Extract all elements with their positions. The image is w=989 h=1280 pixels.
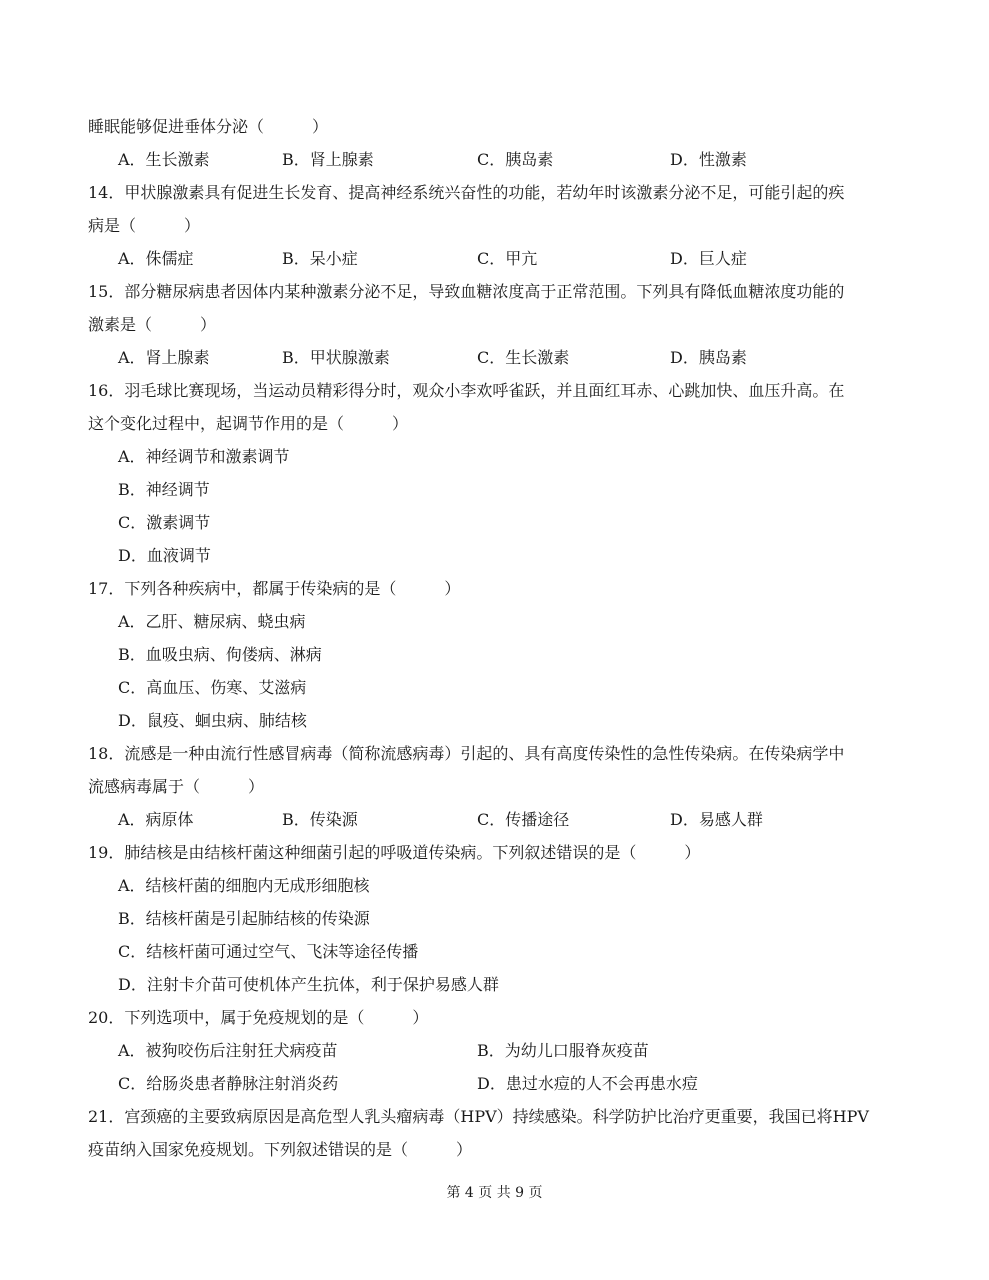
q15-option-a: A．肾上腺素 bbox=[118, 348, 210, 367]
question-20-stem: 20．下列选项中，属于免疫规划的是（ ） bbox=[88, 1008, 429, 1027]
q16-option-d: D．血液调节 bbox=[118, 546, 211, 565]
q14-option-d: D．巨人症 bbox=[670, 249, 747, 268]
q15-option-b: B．甲状腺激素 bbox=[282, 348, 390, 367]
q18-option-a: A．病原体 bbox=[118, 810, 194, 829]
q19-option-b: B．结核杆菌是引起肺结核的传染源 bbox=[118, 909, 370, 928]
q16-option-a: A．神经调节和激素调节 bbox=[118, 447, 290, 466]
question-21-stem-cont: 疫苗纳入国家免疫规划。下列叙述错误的是（ ） bbox=[88, 1140, 473, 1159]
question-16-stem-cont: 这个变化过程中，起调节作用的是（ ） bbox=[88, 414, 409, 433]
q17-option-b: B．血吸虫病、佝偻病、淋病 bbox=[118, 645, 322, 664]
q16-option-b: B．神经调节 bbox=[118, 480, 210, 499]
question-14-stem: 14．甲状腺激素具有促进生长发育、提高神经系统兴奋性的功能，若幼年时该激素分泌不足，可能引起的疾 bbox=[88, 183, 845, 202]
q13-option-c: C．胰岛素 bbox=[477, 150, 554, 169]
q14-option-c: C．甲亢 bbox=[477, 249, 538, 268]
question-19-stem: 19．肺结核是由结核杆菌这种细菌引起的呼吸道传染病。下列叙述错误的是（ ） bbox=[88, 843, 701, 862]
question-17-stem: 17．下列各种疾病中，都属于传染病的是（ ） bbox=[88, 579, 461, 598]
q17-option-c: C．高血压、伤寒、艾滋病 bbox=[118, 678, 307, 697]
q13-option-d: D．性激素 bbox=[670, 150, 747, 169]
q13-option-b: B．肾上腺素 bbox=[282, 150, 374, 169]
q18-option-c: C．传播途径 bbox=[477, 810, 570, 829]
q14-option-a: A．侏儒症 bbox=[118, 249, 194, 268]
q16-option-c: C．激素调节 bbox=[118, 513, 211, 532]
q18-option-d: D．易感人群 bbox=[670, 810, 763, 829]
question-18-stem: 18．流感是一种由流行性感冒病毒（简称流感病毒）引起的、具有高度传染性的急性传染病。在传染病学中 bbox=[88, 744, 845, 763]
q15-option-c: C．生长激素 bbox=[477, 348, 570, 367]
q20-option-b: B．为幼儿口服脊灰疫苗 bbox=[477, 1041, 649, 1060]
question-15-stem-cont: 激素是（ ） bbox=[88, 315, 217, 334]
q17-option-a: A．乙肝、糖尿病、蛲虫病 bbox=[118, 612, 306, 631]
q13-option-a: A．生长激素 bbox=[118, 150, 210, 169]
q19-option-c: C．结核杆菌可通过空气、飞沫等途径传播 bbox=[118, 942, 419, 961]
q20-option-d: D．患过水痘的人不会再患水痘 bbox=[477, 1074, 698, 1093]
q18-option-b: B．传染源 bbox=[282, 810, 358, 829]
q15-option-d: D．胰岛素 bbox=[670, 348, 747, 367]
question-16-stem: 16．羽毛球比赛现场，当运动员精彩得分时，观众小李欢呼雀跃，并且面红耳赤、心跳加快、血压升高。在 bbox=[88, 381, 845, 400]
q20-option-a: A．被狗咬伤后注射狂犬病疫苗 bbox=[118, 1041, 338, 1060]
q19-option-a: A．结核杆菌的细胞内无成形细胞核 bbox=[118, 876, 370, 895]
page-number-footer: 第 4 页 共 9 页 bbox=[446, 1185, 543, 1201]
q19-option-d: D．注射卡介苗可使机体产生抗体，利于保护易感人群 bbox=[118, 975, 499, 994]
q20-option-c: C．给肠炎患者静脉注射消炎药 bbox=[118, 1074, 339, 1093]
question-18-stem-cont: 流感病毒属于（ ） bbox=[88, 777, 265, 796]
q14-option-b: B．呆小症 bbox=[282, 249, 358, 268]
question-15-stem: 15．部分糖尿病患者因体内某种激素分泌不足，导致血糖浓度高于正常范围。下列具有降低血糖浓度功能的 bbox=[88, 282, 845, 301]
q17-option-d: D．鼠疫、蛔虫病、肺结核 bbox=[118, 711, 307, 730]
question-21-stem: 21．宫颈癌的主要致病原因是高危型人乳头瘤病毒（HPV）持续感染。科学防护比治疗更重要，我国已将HPV bbox=[88, 1107, 869, 1126]
question-13-stem-tail: 睡眠能够促进垂体分泌（ ） bbox=[88, 117, 329, 136]
question-14-stem-cont: 病是（ ） bbox=[88, 216, 201, 235]
